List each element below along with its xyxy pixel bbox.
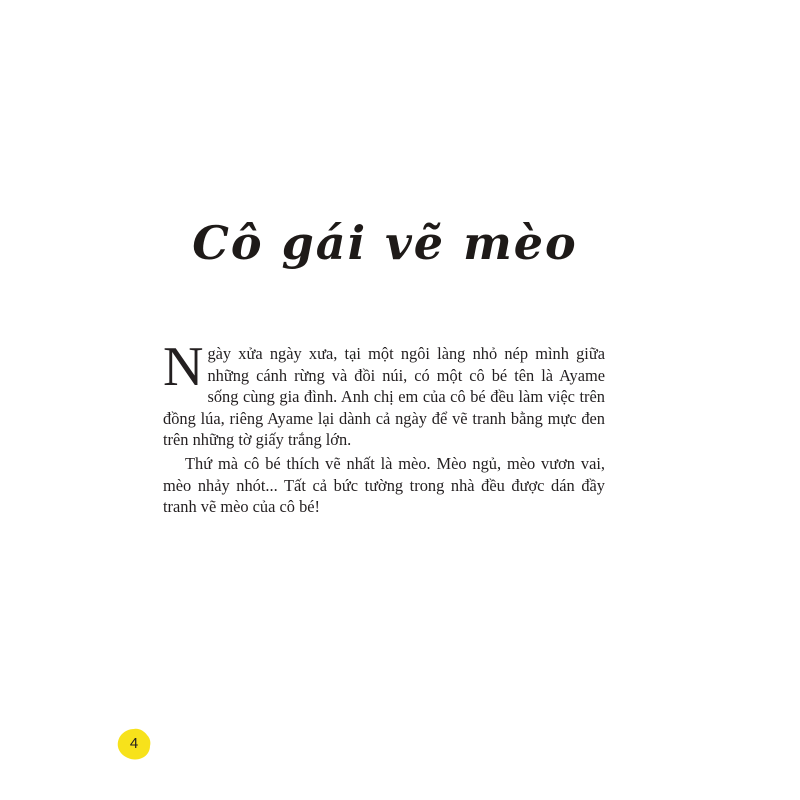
- page-number-badge: [116, 727, 152, 761]
- story-title: Cô gái vẽ mèo: [192, 216, 578, 270]
- page-number: 4: [129, 735, 139, 752]
- drop-cap: N: [163, 336, 204, 398]
- story-text: [163, 336, 605, 518]
- paragraph-2: Thứ mà cô bé thích vẽ nhất là mèo. Mèo ngủ, mèo vươn vai, mèo nhảy nhót... Tất cả bức tường trong nhà đều được dán đầy tranh vẽ mèo của cô bé!: [163, 453, 605, 517]
- paragraph-1-text: gày xửa ngày xưa, tại một ngôi làng nhỏ nép mình giữa những cánh rừng và đồi núi, có một cô bé tên là Ayame sống cùng gia đình. Anh chị em của cô bé đều làm việc trên đồng lúa, riêng Ayame lại dành cả ngày để vẽ tranh bằng mực đen trên những tờ giấy trắng lớn.: [163, 344, 605, 450]
- paragraph-1: [163, 336, 605, 451]
